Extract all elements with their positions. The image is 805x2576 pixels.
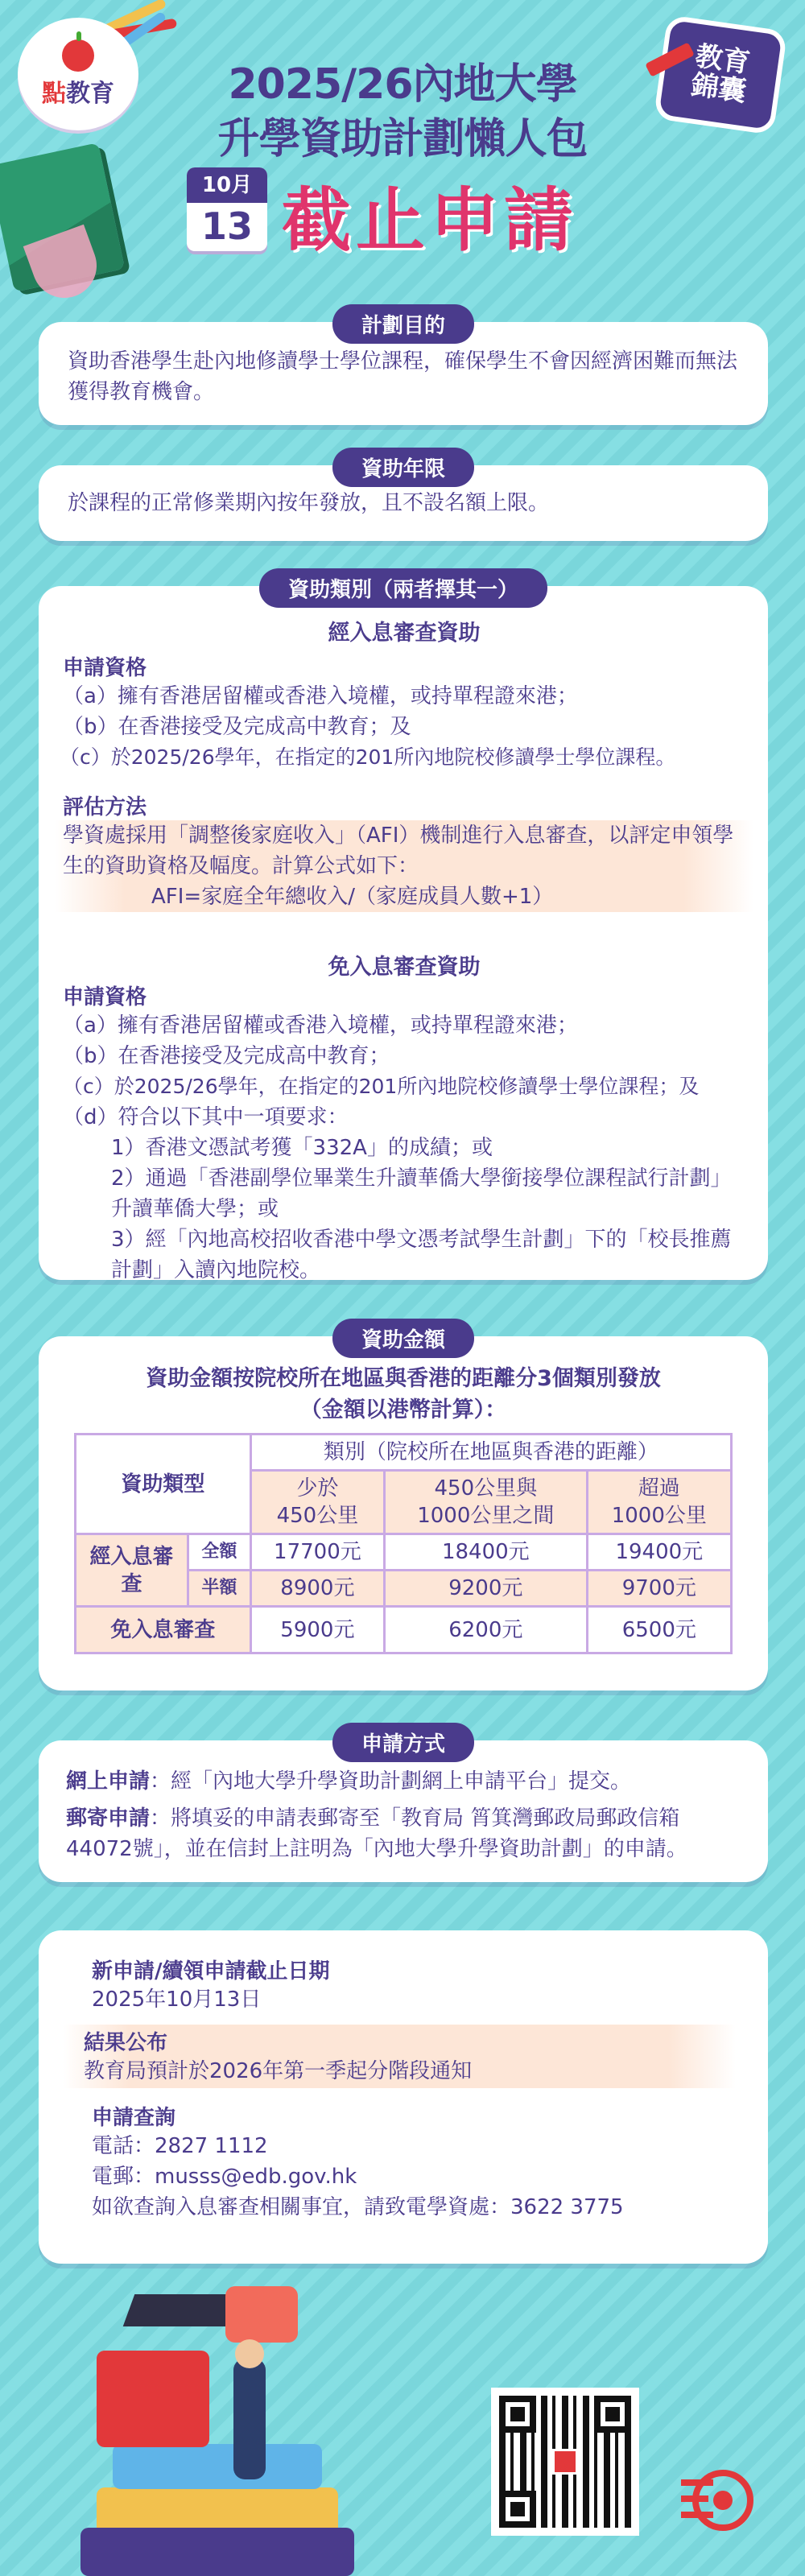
full-value-2: 18400元 — [385, 1534, 588, 1571]
grant-amount-table — [74, 1433, 733, 1654]
enquiry-phone: 電話：2827 1112 — [92, 2134, 268, 2158]
period-text: 於課程的正常修業期內按年發放，且不設名額上限。 — [68, 491, 550, 515]
online-text: ：經「內地大學升學資助計劃網上申請平台」提交。 — [150, 1769, 632, 1794]
mail-label: 郵寄申請 — [66, 1806, 151, 1831]
non-means-item-d: （d）符合以下其中一項要求： — [63, 1105, 349, 1129]
means-item-a: （a）擁有香港居留權或香港入境權，或持單程證來港； — [63, 684, 578, 708]
grant-amount-pill: 資助金額 — [332, 1319, 474, 1358]
enquiry-email: 電郵：musss@edb.gov.hk — [92, 2165, 357, 2189]
assessment-box — [55, 820, 753, 912]
type-header: 資助類型 — [76, 1435, 251, 1534]
half-label: 半額 — [188, 1571, 251, 1607]
education-tips-badge — [654, 14, 788, 135]
grant-amount-card — [39, 1328, 768, 1690]
col-450-1000km: 450公里與 1000公里之間 — [385, 1471, 588, 1534]
calendar-day: 13 — [200, 204, 253, 248]
half-value-3: 9700元 — [587, 1571, 731, 1607]
assessment-label: 評估方法 — [63, 795, 147, 819]
assessment-text: 學資處採用「調整後家庭收入」（AFI）機制進行入息審查，以評定申領學生的資助資格及幅度。計算公式如下： — [63, 824, 734, 878]
deadline-label: 新申請/續領申請截止日期 — [92, 1959, 330, 1984]
key-info-card — [39, 1930, 768, 2264]
page-title-line-2: 升學資助計劃懶人包 — [217, 115, 588, 163]
result-value: 教育局預計於2026年第一季起分階段通知 — [84, 2059, 473, 2083]
dot-education-logo — [18, 18, 138, 130]
non-means-eligibility-label: 申請資格 — [63, 985, 147, 1009]
mail-text: ：將填妥的申請表郵寄至「教育局 筲箕灣郵政局郵政信箱44072號」，並在信封上註明為「內地大學升學資助計劃」的申請。 — [66, 1806, 687, 1861]
calendar-month: 10月 — [187, 167, 267, 203]
apple-icon — [62, 39, 94, 72]
means-tested-heading: 經入息審查資助 — [328, 621, 481, 646]
requirement-3: 3）經「內地高校招收香港中學文憑考試學生計劃」下的「校長推薦計劃」入讀內地院校。 — [111, 1228, 732, 1282]
amount-intro-line-1: 資助金額按院校所在地區與香港的距離分3個類別發放 — [146, 1366, 661, 1391]
grant-types-card — [39, 578, 768, 1282]
non-means-tested-row-label: 免入息審查 — [76, 1607, 251, 1653]
requirement-1: 1）香港文憑試考獲「332A」的成績；或 — [111, 1136, 493, 1160]
col-under-450km: 少於 450公里 — [250, 1471, 384, 1534]
badge-line-1: 教育 — [693, 39, 753, 80]
badge-line-2: 錦囊 — [689, 68, 749, 109]
col-over-1000km: 超過 1000公里 — [587, 1471, 731, 1534]
means-eligibility-label: 申請資格 — [63, 656, 147, 680]
period-card — [39, 457, 768, 541]
enquiry-label: 申請查詢 — [92, 2106, 176, 2130]
deadline-value: 2025年10月13日 — [92, 1988, 262, 2012]
requirement-2: 2）通過「香港副學位畢業生升讀華僑大學銜接學位課程試行計劃」升讀華僑大學；或 — [111, 1166, 732, 1221]
means-enquiry: 如欲查詢入息審查相關事宜，請致電學資處：3622 3775 — [92, 2195, 624, 2219]
logo-text: 點教育 — [42, 80, 114, 108]
speech-bubble-icon — [225, 2286, 298, 2343]
half-value-1: 8900元 — [250, 1571, 384, 1607]
category-header: 類別（院校所在地區與香港的距離） — [250, 1435, 731, 1471]
purpose-pill: 計劃目的 — [332, 304, 474, 344]
result-box — [63, 2025, 736, 2088]
online-application — [66, 1766, 741, 1797]
grant-types-pill: 資助類別（兩者擇其一） — [259, 568, 547, 608]
student-books-illustration — [48, 2286, 419, 2576]
non-means-value-2: 6200元 — [385, 1607, 588, 1653]
means-item-c: （c）於2025/26學年，在指定的201所內地院校修讀學士學位課程。 — [60, 745, 676, 769]
online-label: 網上申請 — [66, 1769, 151, 1794]
student-figure — [233, 2359, 266, 2479]
page-title-line-1: 2025/26內地大學 — [228, 60, 577, 109]
non-means-item-a: （a）擁有香港居留權或香港入境權，或持單程證來港； — [63, 1013, 578, 1038]
period-pill: 資助年限 — [332, 448, 474, 487]
amount-intro-line-2: （金額以港幣計算）： — [299, 1397, 507, 1422]
non-means-item-b: （b）在香港接受及完成高中教育； — [63, 1044, 390, 1068]
full-label: 全額 — [188, 1534, 251, 1571]
means-item-b: （b）在香港接受及完成高中教育；及 — [63, 715, 411, 739]
afi-formula: AFI=家庭全年總收入/（家庭成員人數+1） — [151, 885, 554, 909]
application-method-card — [39, 1732, 768, 1882]
qr-code[interactable] — [491, 2388, 639, 2536]
purpose-text: 資助香港學生赴內地修讀學士學位課程，確保學生不會因經濟困難而無法獲得教育機會。 — [68, 349, 738, 404]
purpose-card — [39, 314, 768, 425]
calendar-icon — [187, 167, 267, 251]
pencil-icon — [645, 42, 695, 76]
non-means-tested-heading: 免入息審查資助 — [328, 955, 481, 980]
half-value-2: 9200元 — [385, 1571, 588, 1607]
non-means-value-3: 6500元 — [587, 1607, 731, 1653]
means-tested-row-label: 經入息審查 — [76, 1534, 188, 1607]
dot-brand-logo-icon — [673, 2455, 762, 2536]
result-label: 結果公布 — [84, 2031, 168, 2055]
non-means-value-1: 5900元 — [250, 1607, 384, 1653]
full-value-3: 19400元 — [587, 1534, 731, 1571]
mail-application — [66, 1803, 741, 1864]
non-means-item-c: （c）於2025/26學年，在指定的201所內地院校修讀學士學位課程；及 — [63, 1075, 700, 1098]
full-value-1: 17700元 — [250, 1534, 384, 1571]
deadline-heading: 截止申請 — [282, 180, 578, 261]
application-method-pill: 申請方式 — [332, 1723, 474, 1762]
